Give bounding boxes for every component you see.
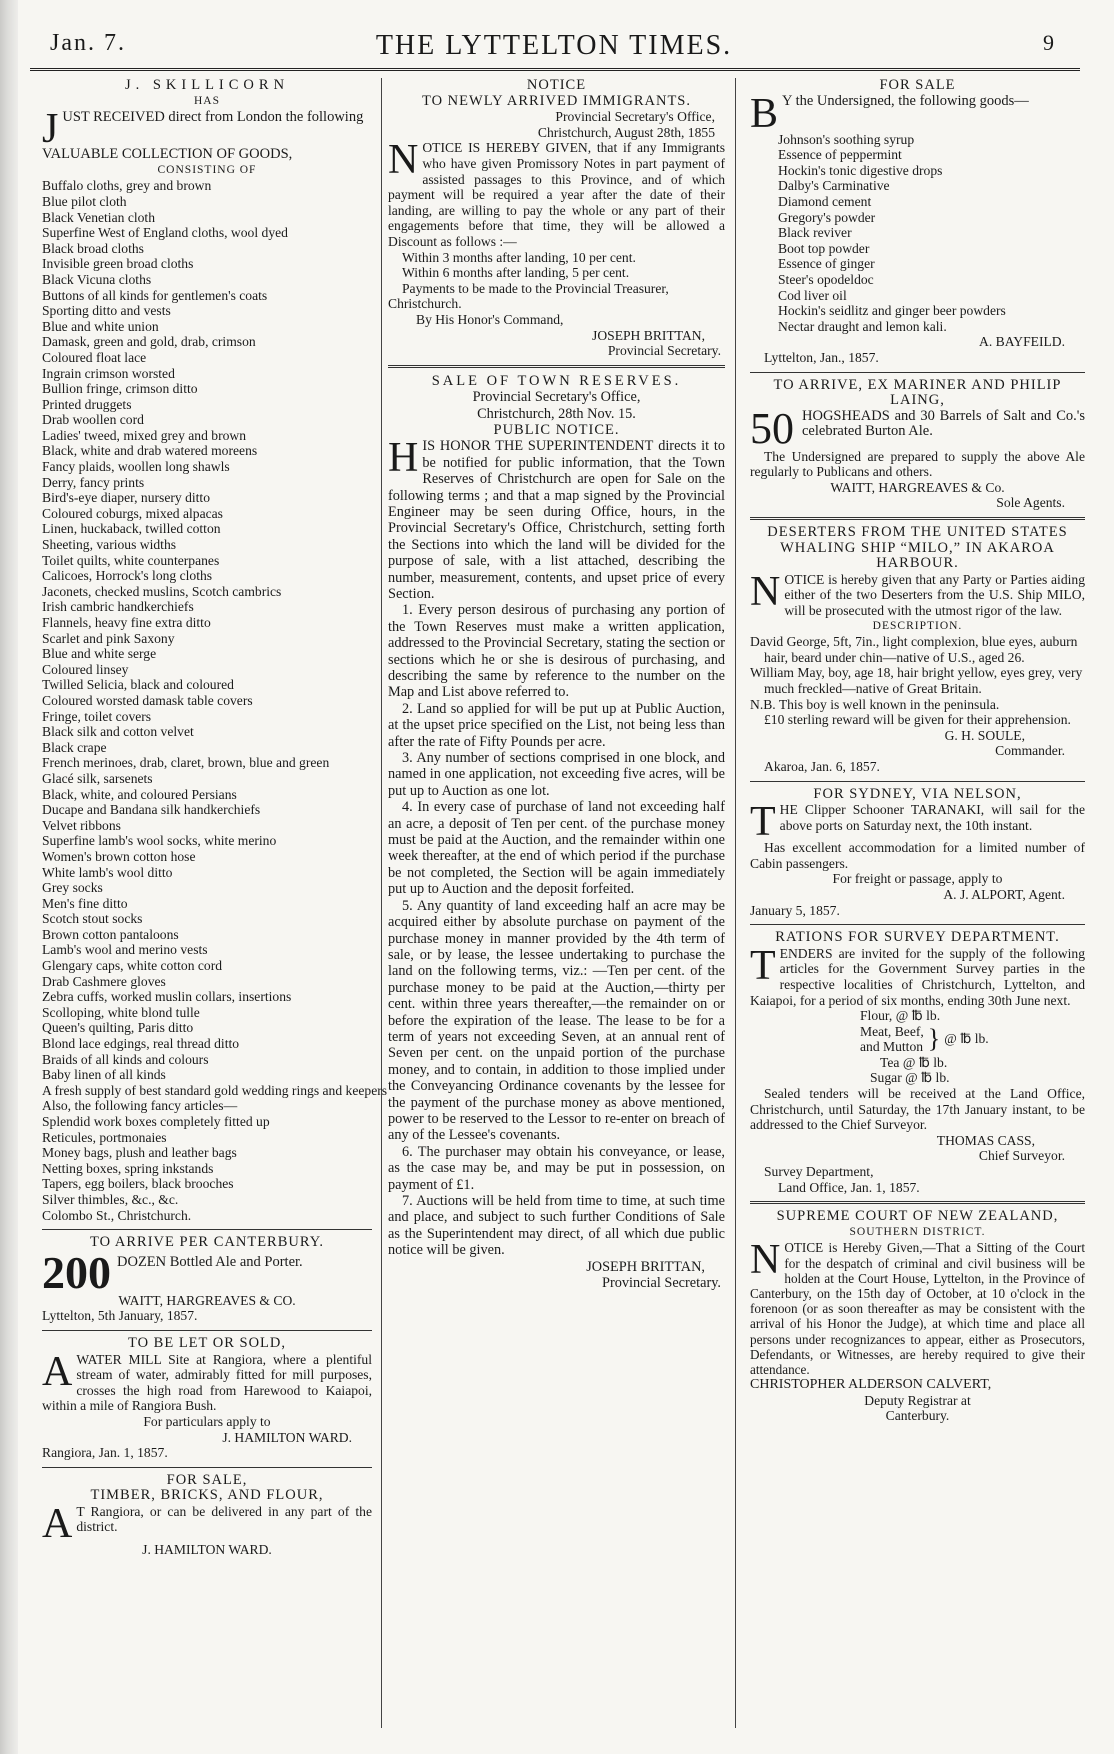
- lead-text: Y the Undersigned, the following goods—: [782, 92, 1029, 109]
- goods-item: Blue pilot cloth: [42, 193, 127, 209]
- goods-heading: VALUABLE COLLECTION OF GOODS,: [42, 146, 293, 163]
- ad-lead: [750, 90, 1085, 137]
- agent-signature: A. J. ALPORT, Agent.: [943, 886, 1065, 902]
- clauses-list: [388, 602, 725, 1258]
- ad-heading: TO ARRIVE, EX MARINER AND PHILIP LAING,: [773, 376, 1062, 409]
- goods-item: Fringe, toilet covers: [42, 708, 152, 724]
- divider: [750, 781, 1085, 782]
- notice-heading: SUPREME COURT OF NEW ZEALAND,: [776, 1208, 1059, 1225]
- goods-item: Black crape: [42, 739, 107, 755]
- ad-heading: TO BE LET OR SOLD,: [127, 1334, 287, 1351]
- ad-bayfeild: [750, 78, 1085, 366]
- ration-meat-line2: and Mutton: [860, 1039, 924, 1055]
- goods-item: Cod liver oil: [778, 287, 847, 303]
- ration-meat-line1: Meat, Beef,: [860, 1023, 924, 1039]
- intro-lead: IS HONOR THE SUPERINTENDENT: [422, 438, 654, 455]
- ad-subheading: TIMBER, BRICKS, AND FLOUR,: [90, 1487, 324, 1504]
- quantity-number: 200: [42, 1252, 111, 1293]
- goods-item: Scotch stout socks: [42, 911, 143, 927]
- goods-item: Black, white, and coloured Persians: [42, 786, 237, 802]
- notice-lead: OTICE IS HEREBY GIVEN,: [422, 140, 592, 156]
- notice-body: [388, 137, 725, 249]
- intro-text: directs it to be notified for public information, that the Town Reserves of Christchurch are open for Sale on the following terms ; and that a map signed by the Provincial Engineer may be seen during Office, hours, in the Provincial Secretary's Office, Christchurch, setting forth the Sections into which the land will be divided for the purpose of sale, with a list attached, describing the number, measurement, contents, and upset price of every Section.: [388, 438, 725, 602]
- goods-item: Johnson's soothing syrup: [778, 131, 915, 147]
- goods-item: Drab Cashmere gloves: [42, 973, 166, 989]
- goods-item: Nectar draught and lemon kali.: [778, 318, 947, 334]
- signature-name: JOSEPH BRITTAN,: [592, 327, 705, 343]
- drop-cap: N: [750, 1237, 781, 1284]
- page-number: 9: [1043, 30, 1054, 55]
- public-notice-heading: PUBLIC NOTICE.: [493, 421, 620, 438]
- divider: [42, 1467, 372, 1468]
- notice-text: ENDERS are invited for the supply of the following articles for the Government Survey parties in the respective localities of Christchurch, Lyttelton, and Kaiapoi, for a period of six months, ending 30th June next.: [750, 945, 1085, 1008]
- office-line: Provincial Secretary's Office,: [472, 389, 641, 406]
- goods-item: Black Vicuna cloths: [42, 271, 152, 287]
- deserter-description: William May, boy, age 18, hair bright yellow, eyes grey, very much freckled—native of Great Britain.: [750, 665, 1083, 696]
- column-1: [42, 77, 388, 1557]
- goods-list: [750, 132, 1085, 335]
- firm-name: WAITT, HARGREAVES & CO.: [118, 1292, 296, 1308]
- command-line: By His Honor's Command,: [416, 311, 564, 327]
- ad-skillicorn: [42, 77, 388, 1223]
- goods-item: Bullion fringe, crimson ditto: [42, 381, 198, 397]
- goods-item: Money bags, plush and leather bags: [42, 1145, 237, 1161]
- goods-item: Fancy plaids, woollen long shawls: [42, 459, 230, 475]
- goods-item: Ladies' tweed, mixed grey and brown: [42, 427, 247, 443]
- signature-name: THOMAS CASS,: [936, 1132, 1035, 1148]
- goods-item: Jaconets, checked muslins, Scotch cambrics: [42, 583, 282, 599]
- newspaper-title: THE LYTTELTON TIMES.: [375, 30, 733, 61]
- notice-subheading: TO NEWLY ARRIVED IMMIGRANTS.: [421, 92, 691, 109]
- notice-rations: [750, 930, 1085, 1195]
- sealed-tenders-line: Sealed tenders will be received at the Land Office, Christchurch, until Saturday, the 17th January instant, to be addressed to the Chief Surveyor.: [750, 1086, 1085, 1133]
- divider: [42, 1330, 372, 1331]
- firm-role: Sole Agents.: [996, 495, 1065, 511]
- ad-mariner: [750, 378, 1085, 512]
- ad-heading: TO ARRIVE PER CANTERBURY.: [90, 1234, 324, 1251]
- office-line: Provincial Secretary's Office,: [555, 109, 715, 125]
- dateline: January 5, 1857.: [750, 902, 840, 918]
- goods-item: Irish cambric handkerchiefs: [42, 599, 194, 615]
- signature-title: Provincial Secretary.: [607, 343, 721, 359]
- goods-item: Boot top powder: [778, 240, 870, 256]
- signature-name: CHRISTOPHER ALDERSON CALVERT,: [750, 1377, 992, 1393]
- goods-item: Bird's-eye diaper, nursery ditto: [42, 490, 211, 506]
- ad-heading: FOR SYDNEY, VIA NELSON,: [813, 785, 1022, 802]
- drop-cap: T: [750, 942, 776, 989]
- notice-immigrants: [388, 78, 725, 359]
- drop-cap: T: [750, 799, 776, 846]
- goods-item: Black reviver: [778, 225, 852, 241]
- drop-cap: J: [42, 106, 59, 153]
- clause-paragraph: 4. In every case of purchase of land not exceeding half an acre, a deposit of Ten per cent. of the purchase money must be paid at the Auction, and the remainder within one week thereafter, at the end of which period if the purchase be not completed, the Section will be again immediately put up to Auction and the deposit forfeited.: [388, 799, 725, 898]
- goods-item: Netting boxes, spring inkstands: [42, 1160, 214, 1176]
- goods-item: Toilet quilts, white counterpanes: [42, 552, 220, 568]
- goods-item: Reticules, portmonaies: [42, 1129, 167, 1145]
- drop-cap: H: [388, 435, 419, 482]
- goods-item: Drab woollen cord: [42, 412, 144, 428]
- goods-item: Sporting ditto and vests: [42, 303, 171, 319]
- goods-item: Damask, green and gold, drab, crimson: [42, 334, 256, 350]
- column-3: [750, 78, 1085, 1424]
- goods-item: Brown cotton pantaloons: [42, 926, 179, 942]
- column-2: [388, 78, 725, 1291]
- notice-heading: SALE OF TOWN RESERVES.: [431, 372, 682, 389]
- discount-rate-1: Within 3 months after landing, 10 per cent.: [402, 249, 636, 265]
- goods-list: [42, 178, 388, 1207]
- ad-body: [42, 1348, 372, 1414]
- ad-body: [750, 403, 1085, 453]
- goods-item: Black broad cloths: [42, 240, 144, 256]
- goods-item: Tapers, egg boilers, black brooches: [42, 1176, 234, 1192]
- ad-paragraph: The Undersigned are prepared to supply the above Ale regularly to Publicans and others.: [750, 448, 1085, 480]
- goods-item: Dalby's Carminative: [778, 178, 890, 194]
- goods-item: Blue and white serge: [42, 646, 157, 662]
- ad-timber: [42, 1473, 372, 1558]
- ad-body: [750, 799, 1085, 846]
- ad-text: HE Clipper Schooner TARANAKI, will sail for the above ports on Saturday next, the 10th instant.: [779, 802, 1085, 833]
- goods-item: Zebra cuffs, worked muslin collars, insertions: [42, 989, 292, 1005]
- ad-canterbury: [42, 1235, 372, 1324]
- dateline: Rangiora, Jan. 1, 1857.: [42, 1445, 168, 1461]
- goods-item: Coloured worsted damask table covers: [42, 692, 253, 708]
- ration-meat: [860, 1024, 1085, 1055]
- goods-item: Black Venetian cloth: [42, 209, 155, 225]
- goods-item: French merinoes, drab, claret, brown, blue and green: [42, 755, 330, 771]
- ad-heading: FOR SALE: [879, 77, 956, 93]
- notice-text: OTICE is hereby given that any Party or Parties aiding either of the two Deserters from the U.S. Ship MILO, will be prosecuted with the utmost rigor of the law.: [784, 571, 1085, 619]
- goods-item: A fresh supply of best standard gold wedding rings and keepers: [42, 1082, 388, 1098]
- goods-item: Hockin's seidlitz and ginger beer powders: [778, 303, 1006, 319]
- masthead: [24, 30, 1084, 64]
- dateline: Lyttelton, Jan., 1857.: [764, 349, 879, 365]
- goods-item: Superfine lamb's wool socks, white merino: [42, 833, 277, 849]
- goods-item: Lamb's wool and merino vests: [42, 942, 208, 958]
- goods-item: Invisible green broad cloths: [42, 256, 194, 272]
- goods-item: Hockin's tonic digestive drops: [778, 162, 943, 178]
- ad-body: [42, 1500, 372, 1547]
- apply-line: For particulars apply to: [143, 1413, 271, 1429]
- ad-text: HOGSHEADS and 30 Barrels of Salt and Co.'s celebrated Burton Ale.: [802, 407, 1085, 440]
- ad-text: WATER MILL Site at Rangiora, where a plentiful stream of water, admirably fitted for mill purposes, crosses the high road from Harewood to Kaiapoi, within a mile of Rangiora Bush.: [42, 1351, 372, 1414]
- goods-item: Glacé silk, sarsenets: [42, 770, 153, 786]
- goods-item: Coloured coburgs, mixed alpacas: [42, 505, 223, 521]
- goods-item: Buttons of all kinds for gentlemen's coats: [42, 287, 268, 303]
- brace-icon: }: [927, 1024, 941, 1054]
- ad-heading: FOR SALE,: [166, 1471, 248, 1488]
- goods-item: Derry, fancy prints: [42, 474, 145, 490]
- signature-title: Deputy Registrar at: [864, 1392, 971, 1408]
- goods-item: Essence of peppermint: [778, 147, 902, 163]
- goods-item: Queen's quilting, Paris ditto: [42, 1020, 194, 1036]
- department-line: Survey Department,: [764, 1164, 874, 1180]
- clause-paragraph: 6. The purchaser may obtain his conveyance, or lease, as the case may be, and may be put in possession, on payment of £1.: [388, 1143, 725, 1193]
- firm-name: WAITT, HARGREAVES & Co.: [830, 479, 1005, 495]
- quantity-number: 50: [750, 403, 794, 453]
- masthead-rule: [30, 68, 1080, 71]
- goods-item: Glengary caps, white cotton cord: [42, 958, 223, 974]
- goods-item: Black silk and cotton velvet: [42, 724, 194, 740]
- signature-title: Chief Surveyor.: [978, 1148, 1065, 1164]
- goods-item: Splendid work boxes completely fitted up: [42, 1114, 270, 1129]
- ad-body: [42, 1253, 372, 1293]
- dateline: Christchurch, 28th Nov. 15.: [477, 405, 636, 422]
- ration-sugar: Sugar @ ℔ lb.: [870, 1070, 950, 1086]
- goods-item: Men's fine ditto: [42, 895, 128, 911]
- ration-flour: Flour, @ ℔ lb.: [860, 1008, 941, 1024]
- drop-cap: B: [750, 90, 779, 137]
- notice-heading: RATIONS FOR SURVEY DEPARTMENT.: [775, 929, 1060, 946]
- drop-cap: N: [388, 137, 419, 184]
- goods-item: Superfine West of England cloths, wool dyed: [42, 225, 288, 241]
- ad-sydney: [750, 787, 1085, 919]
- signature-place: Canterbury.: [885, 1408, 950, 1424]
- discount-rate-2: Within 6 months after landing, 5 per cent.: [402, 265, 630, 281]
- notice-supreme-court: [750, 1209, 1085, 1424]
- goods-item: Gregory's powder: [778, 209, 876, 225]
- goods-item: Scarlet and pink Saxony: [42, 630, 175, 646]
- notice-text: OTICE is Hereby Given,—That a Sitting of the Court for the despatch of criminal and civil business will be holden at the Court House, Lyttelton, in the Province of Canterbury, on the 15th day of October, at 10 o'clock in the forenoon (or as soon thereafter as may be consistent with the arrival of his Honor the Judge), at which time and place all persons under recognizances to appear, either as Prosecutors, Defendants, or Witnesses, are hereby required to give their attendance.: [750, 1240, 1085, 1378]
- divider: [750, 1201, 1085, 1204]
- goods-item: White lamb's wool ditto: [42, 864, 173, 880]
- signature-title: Commander.: [995, 743, 1065, 759]
- divider: [750, 372, 1085, 373]
- goods-item: Linen, huckaback, twilled cotton: [42, 521, 221, 537]
- ad-water-mill: [42, 1336, 372, 1461]
- goods-item: Buffalo cloths, grey and brown: [42, 178, 212, 194]
- goods-item: Calicoes, Horrock's long cloths: [42, 568, 213, 584]
- divider: [42, 1229, 372, 1230]
- goods-item: Baby linen of all kinds: [42, 1067, 166, 1083]
- clause-paragraph: 3. Any number of sections comprised in one block, and named in one application, not exceeding five acres, will be put up to Auction as one lot.: [388, 750, 725, 799]
- goods-item: Coloured float lace: [42, 349, 147, 365]
- notice-town-reserves: [388, 373, 725, 1292]
- ad-text: DOZEN Bottled Ale and Porter.: [117, 1253, 303, 1270]
- notice-text: that if any Immigrants who have given Promissory Notes in part payment of assisted passages to this Province, and of which payment will be required a year after the date of their landing, are willing to pay the whole or any part of their engagements before that time, they will be allowed a Discount as follows :—: [388, 140, 725, 249]
- goods-item: Coloured linsey: [42, 661, 129, 677]
- goods-item: Black, white and drab watered moreens: [42, 443, 258, 459]
- nota-bene: N.B. This boy is well known in the peninsula.: [750, 696, 1000, 712]
- goods-item: Essence of ginger: [778, 256, 875, 272]
- masthead-date: Jan. 7.: [50, 30, 126, 56]
- goods-item: Blond lace edgings, real thread ditto: [42, 1036, 240, 1052]
- goods-item: Ducape and Bandana silk handkerchiefs: [42, 802, 261, 818]
- goods-item: Silver thimbles, &c., &c.: [42, 1191, 179, 1207]
- goods-item: Also, the following fancy articles—: [42, 1098, 238, 1114]
- signature: J. HAMILTON WARD.: [222, 1429, 352, 1445]
- notice-body: [750, 942, 1085, 1008]
- goods-item: Ingrain crimson worsted: [42, 365, 175, 381]
- notice-body: [750, 1237, 1085, 1378]
- lead-paragraph: [42, 106, 372, 153]
- clause-paragraph: 5. Any quantity of land exceeding half an acre may be acquired either by absolute purchase on payment of the purchase money in manner provided by the 4th term of sale, or by lease, the lessee undertaking to purchase the land on the following terms, viz.: —Ten per cent. of the purchase money to be paid at the Auction,—thirty per cent. within three years thereafter,—the remainder on or before the expiration of the lease. The lease to be for a term of years not exceeding Seven, at an annual rent of Seven per cent. on the unpaid portion of the purchase money, and to contain, in addition to those implied under the Conveyancing Ordinance covenants by the lessee for the payment of the purchase money as above mentioned, power to be reserved to the Lessor to re-enter on breach of any of the Lessee's covenants.: [388, 897, 725, 1144]
- goods-item: Scolloping, white blond tulle: [42, 1004, 200, 1020]
- divider: [750, 924, 1085, 925]
- column-rule-1: [381, 78, 382, 1728]
- district-label: SOUTHERN DISTRICT.: [849, 1225, 986, 1238]
- address: Colombo St., Christchurch.: [42, 1207, 192, 1223]
- drop-cap: N: [750, 568, 781, 615]
- consisting-label: CONSISTING OF: [157, 163, 257, 176]
- payments-line: Payments to be made to the Provincial Treasurer, Christchurch.: [388, 280, 669, 312]
- dateline: Land Office, Jan. 1, 1857.: [778, 1179, 920, 1195]
- description-heading: DESCRIPTION.: [872, 619, 963, 632]
- goods-item: Women's brown cotton hose: [42, 848, 196, 864]
- goods-item: Flannels, heavy fine extra ditto: [42, 615, 211, 630]
- advertiser-name: J. SKILLICORN: [124, 77, 290, 93]
- clause-paragraph: 7. Auctions will be held from time to time, at such time and place, and subject to such further Conditions of Sale as the Superintendent may direct, of all which due public notice will be given.: [388, 1193, 725, 1259]
- divider: [750, 517, 1085, 520]
- has-label: HAS: [193, 94, 220, 107]
- clause-paragraph: 1. Every person desirous of purchasing any portion of the Town Reserves must make a written application, addressed to the Provincial Secretary, stating the section or sections which he or she is desirous of purchasing, and describing the same by reference to the number on the Map and List above referred to.: [388, 602, 725, 701]
- signature: A. BAYFEILD.: [979, 334, 1065, 350]
- notice-deserters: [750, 525, 1085, 775]
- page-spine-shadow: [0, 0, 18, 1754]
- dateline: Akaroa, Jan. 6, 1857.: [764, 758, 880, 774]
- goods-item: Braids of all kinds and colours: [42, 1051, 209, 1067]
- drop-cap: A: [42, 1500, 73, 1547]
- signature-title: Provincial Secretary.: [602, 1275, 721, 1292]
- goods-item: Sheeting, various widths: [42, 537, 177, 553]
- ration-tea: Tea @ ℔ lb.: [880, 1054, 948, 1070]
- rations-list: [750, 1008, 1085, 1086]
- signature-name: JOSEPH BRITTAN,: [586, 1258, 705, 1275]
- lead-text: UST RECEIVED direct from London the following: [62, 109, 364, 126]
- clause-paragraph: 2. Land so applied for will be put up at Public Auction, at the upset price specified on the List, not being less than after the rate of Fifty Pounds per acre.: [388, 700, 725, 750]
- ration-meat-rate: @ ℔ lb.: [944, 1031, 989, 1047]
- signature: J. HAMILTON WARD.: [142, 1541, 272, 1557]
- goods-item: Velvet ribbons: [42, 817, 121, 833]
- freight-line: For freight or passage, apply to: [832, 871, 1003, 887]
- deserter-description: David George, 5ft, 7in., light complexion, blue eyes, auburn hair, beard under chin—native of U.S., aged 26.: [750, 634, 1078, 665]
- ad-text: T Rangiora, or can be delivered in any part of the district.: [76, 1503, 372, 1535]
- reward-line: £10 sterling reward will be given for their apprehension.: [764, 712, 1071, 728]
- goods-item: Blue and white union: [42, 318, 159, 334]
- drop-cap: A: [42, 1348, 73, 1395]
- notice-heading: DESERTERS FROM THE UNITED STATES WHALING SHIP “MILO,” IN AKAROA HARBOUR.: [767, 524, 1068, 572]
- signature-name: G. H. SOULE,: [944, 727, 1025, 743]
- goods-item: Grey socks: [42, 880, 103, 896]
- notice-body: [750, 568, 1085, 619]
- goods-item: Twilled Selicia, black and coloured: [42, 677, 234, 693]
- goods-item: Printed druggets: [42, 396, 132, 412]
- notice-heading: NOTICE: [526, 77, 587, 93]
- dateline: Christchurch, August 28th, 1855: [537, 124, 715, 140]
- divider: [388, 365, 725, 368]
- accommodation-line: Has excellent accommodation for a limited number of Cabin passengers.: [750, 840, 1085, 871]
- dateline: Lyttelton, 5th January, 1857.: [42, 1308, 198, 1324]
- intro-paragraph: [388, 435, 725, 602]
- goods-item: Steer's opodeldoc: [778, 271, 874, 287]
- goods-item: Diamond cement: [778, 193, 872, 209]
- column-rule-2: [735, 78, 736, 1728]
